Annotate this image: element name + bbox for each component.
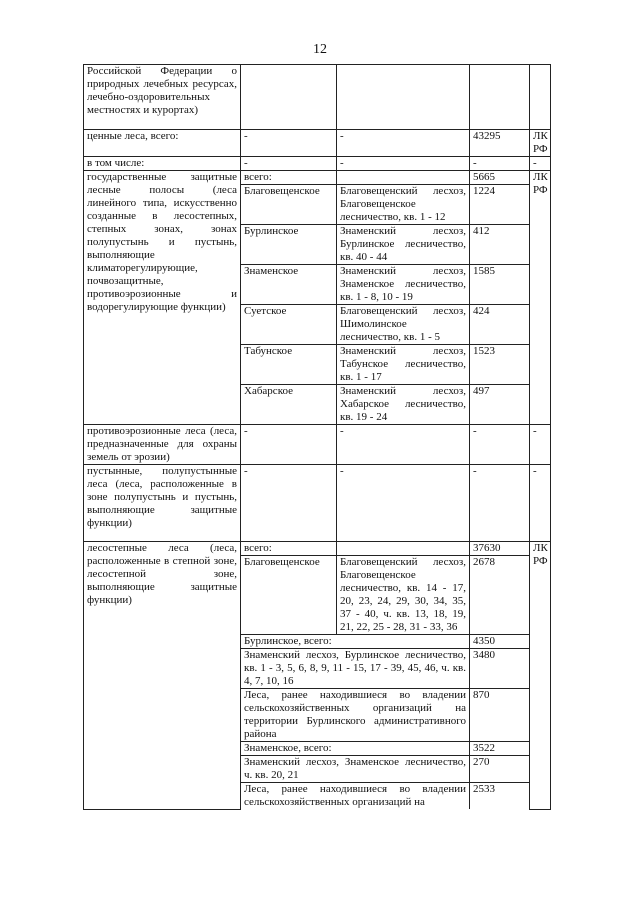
category-cell: ценные леса, всего: [84, 130, 241, 157]
area-cell: 3480 [470, 649, 530, 689]
area-cell: 4350 [470, 635, 530, 649]
category-cell: в том числе: [84, 157, 241, 171]
district-cell: Хабарское [241, 385, 337, 425]
district-cell: Бурлинское [241, 225, 337, 265]
location-cell [337, 65, 470, 130]
district-cell: - [241, 465, 337, 542]
table-row [84, 171, 551, 185]
location-cell: - [337, 157, 470, 171]
location-cell [337, 542, 470, 556]
location-cell: - [337, 425, 470, 465]
table-row [84, 465, 551, 542]
area-cell: 424 [470, 305, 530, 345]
district-cell: - [241, 157, 337, 171]
basis-cell: - [530, 425, 551, 465]
district-cell: Знаменское [241, 265, 337, 305]
district-subtotal-cell: Бурлинское, всего: [241, 635, 470, 649]
area-cell [470, 65, 530, 130]
location-cell: Благовещенский лесхоз, Благовещенское лесничество, кв. 14 - 17, 20, 23, 24, 29, 30, 34, 35, 37 - 40, ч. кв. 13, 18, 19, 21, 22, 25 - 28, 31 - 33, 36 [337, 556, 470, 635]
table-row [84, 65, 551, 130]
location-cell: - [337, 465, 470, 542]
area-cell: 270 [470, 756, 530, 783]
basis-cell: - [530, 465, 551, 542]
location-cell: Знаменский лесхоз, Знаменское лесничество, ч. кв. 20, 21 [241, 756, 470, 783]
location-cell: Знаменский лесхоз, Бурлинское лесничество, кв. 40 - 44 [337, 225, 470, 265]
location-cell: Благовещенский лесхоз, Шимолинское лесничество, кв. 1 - 5 [337, 305, 470, 345]
area-cell: 1224 [470, 185, 530, 225]
basis-cell [530, 65, 551, 130]
category-cell: противоэрозионные леса (леса, предназначенные для охраны земель от эрозии) [84, 425, 241, 465]
area-cell: 5665 [470, 171, 530, 185]
table-row [84, 130, 551, 157]
area-cell: - [470, 157, 530, 171]
district-cell: Благовещенское [241, 556, 337, 635]
district-cell: Благовещенское [241, 185, 337, 225]
area-cell: 37630 [470, 542, 530, 556]
district-cell: всего: [241, 542, 337, 556]
category-cell: лесостепные леса (леса, расположенные в степной зоне, лесостепной зоне, выполняющие защитные функции) [84, 542, 241, 810]
table-row [84, 425, 551, 465]
basis-cell: ЛК РФ [530, 542, 551, 810]
category-cell: пустынные, полупустынные леса (леса, расположенные в зоне полупустынь и пустынь, выполняющие защитные функции) [84, 465, 241, 542]
location-cell: Знаменский лесхоз, Бурлинское лесничество, кв. 1 - 3, 5, 6, 8, 9, 11 - 15, 17 - 39, 45, 46, ч. кв. 4, 7, 10, 16 [241, 649, 470, 689]
location-cell: Леса, ранее находившиеся во владении сельскохозяйственных организаций на [241, 783, 470, 810]
basis-cell: ЛК РФ [530, 171, 551, 425]
location-cell: Знаменский лесхоз, Знаменское лесничество, кв. 1 - 8, 10 - 19 [337, 265, 470, 305]
area-cell: 1523 [470, 345, 530, 385]
page-number: 12 [313, 42, 327, 57]
location-cell [337, 171, 470, 185]
location-cell: - [337, 130, 470, 157]
district-cell: - [241, 130, 337, 157]
area-cell: - [470, 465, 530, 542]
district-cell: всего: [241, 171, 337, 185]
basis-cell: - [530, 157, 551, 171]
forest-categories-table [83, 64, 551, 810]
district-cell: Суетское [241, 305, 337, 345]
area-cell: 497 [470, 385, 530, 425]
area-cell: 43295 [470, 130, 530, 157]
location-cell: Знаменский лесхоз, Хабарское лесничество, кв. 19 - 24 [337, 385, 470, 425]
area-cell: 2678 [470, 556, 530, 635]
district-cell: Табунское [241, 345, 337, 385]
category-cell: Российской Федерации о природных лечебных ресурсах, лечебно-оздоровительных местностях и курортах) [84, 65, 241, 130]
location-cell: Благовещенский лесхоз, Благовещенское лесничество, кв. 1 - 12 [337, 185, 470, 225]
category-cell: государственные защитные лесные полосы (леса линейного типа, искусственно созданные в лесостепных, степных зонах, зонах полупустынь и пустынь, выполняющие климаторегулирующие, почвозащитные, противоэрозионные и водорегулирующие функции) [84, 171, 241, 425]
area-cell: 2533 [470, 783, 530, 810]
area-cell: 412 [470, 225, 530, 265]
table-row [84, 542, 551, 556]
district-cell [241, 65, 337, 130]
area-cell: - [470, 425, 530, 465]
district-cell: - [241, 425, 337, 465]
location-cell: Леса, ранее находившиеся во владении сельскохозяйственных организаций на территории Бурлинского административного района [241, 689, 470, 742]
table-row [84, 157, 551, 171]
basis-cell: ЛК РФ [530, 130, 551, 157]
area-cell: 3522 [470, 742, 530, 756]
area-cell: 870 [470, 689, 530, 742]
area-cell: 1585 [470, 265, 530, 305]
district-subtotal-cell: Знаменское, всего: [241, 742, 470, 756]
location-cell: Знаменский лесхоз, Табунское лесничество, кв. 1 - 17 [337, 345, 470, 385]
